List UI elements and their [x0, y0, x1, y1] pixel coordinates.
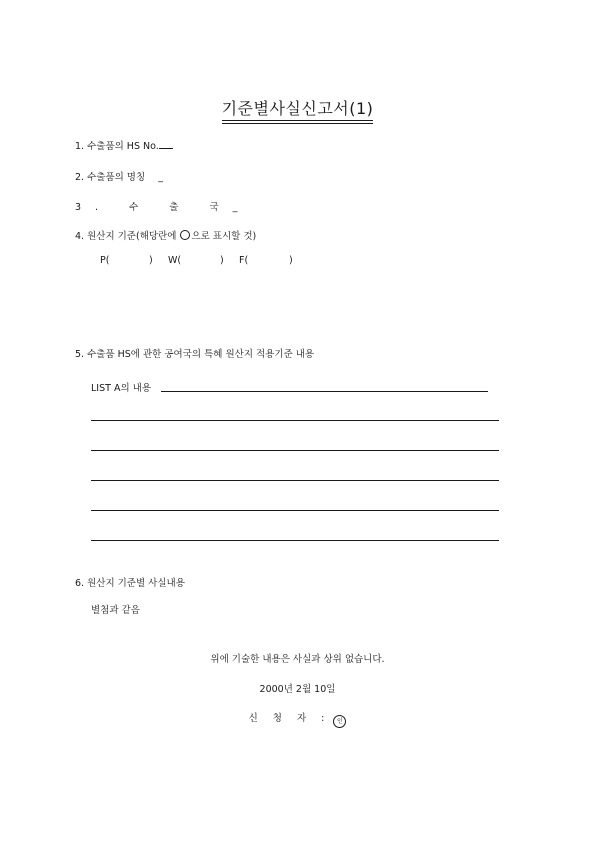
item-1-hs-no: 1. 수출품의 HS No. [75, 138, 173, 152]
circle-mark-icon [180, 230, 190, 240]
declaration-date: 2000년 2월 10일 [259, 684, 336, 695]
content-line-5[interactable] [91, 540, 499, 541]
item-6-content: 별첨과 같음 [91, 605, 140, 616]
criteria-p-close: ) [149, 255, 153, 266]
seal-icon: 인 [333, 715, 346, 728]
criteria-f-close: ) [289, 255, 293, 266]
item-2-product-name: 2. 수출품의 명칭 _ [75, 172, 163, 183]
criteria-w[interactable]: W( [168, 255, 182, 266]
content-line-1[interactable] [91, 420, 499, 421]
content-line-4[interactable] [91, 510, 499, 511]
item-5-preferential-rules: 5. 수출품 HS에 관한 공여국의 특혜 원산지 적용기준 내용 [75, 349, 315, 360]
item-3-export-country: 3. 수 출 국_ [75, 202, 238, 213]
declaration-text: 위에 기술한 내용은 사실과 상위 없습니다. [210, 654, 385, 665]
content-line-3[interactable] [91, 480, 499, 481]
export-country-blank[interactable]: _ [232, 202, 238, 213]
criteria-p[interactable]: P( [100, 255, 110, 266]
list-a-line[interactable] [161, 391, 488, 392]
content-line-2[interactable] [91, 450, 499, 451]
applicant-row: 신 청 자 : 인 [0, 710, 595, 728]
criteria-w-close: ) [220, 255, 224, 266]
item-6-fact-content: 6. 원산지 기준별 사실내용 [75, 578, 185, 589]
document-title: 기준별사실신고서(1) [0, 96, 595, 124]
list-a-row: LIST A의 내용 [91, 383, 151, 394]
product-name-blank[interactable]: _ [158, 172, 163, 183]
hs-no-blank[interactable] [159, 139, 173, 149]
item-4-origin-criteria: 4. 원산지 기준(해당란에 으로 표시할 것) [75, 231, 257, 242]
criteria-f[interactable]: F( [239, 255, 249, 266]
